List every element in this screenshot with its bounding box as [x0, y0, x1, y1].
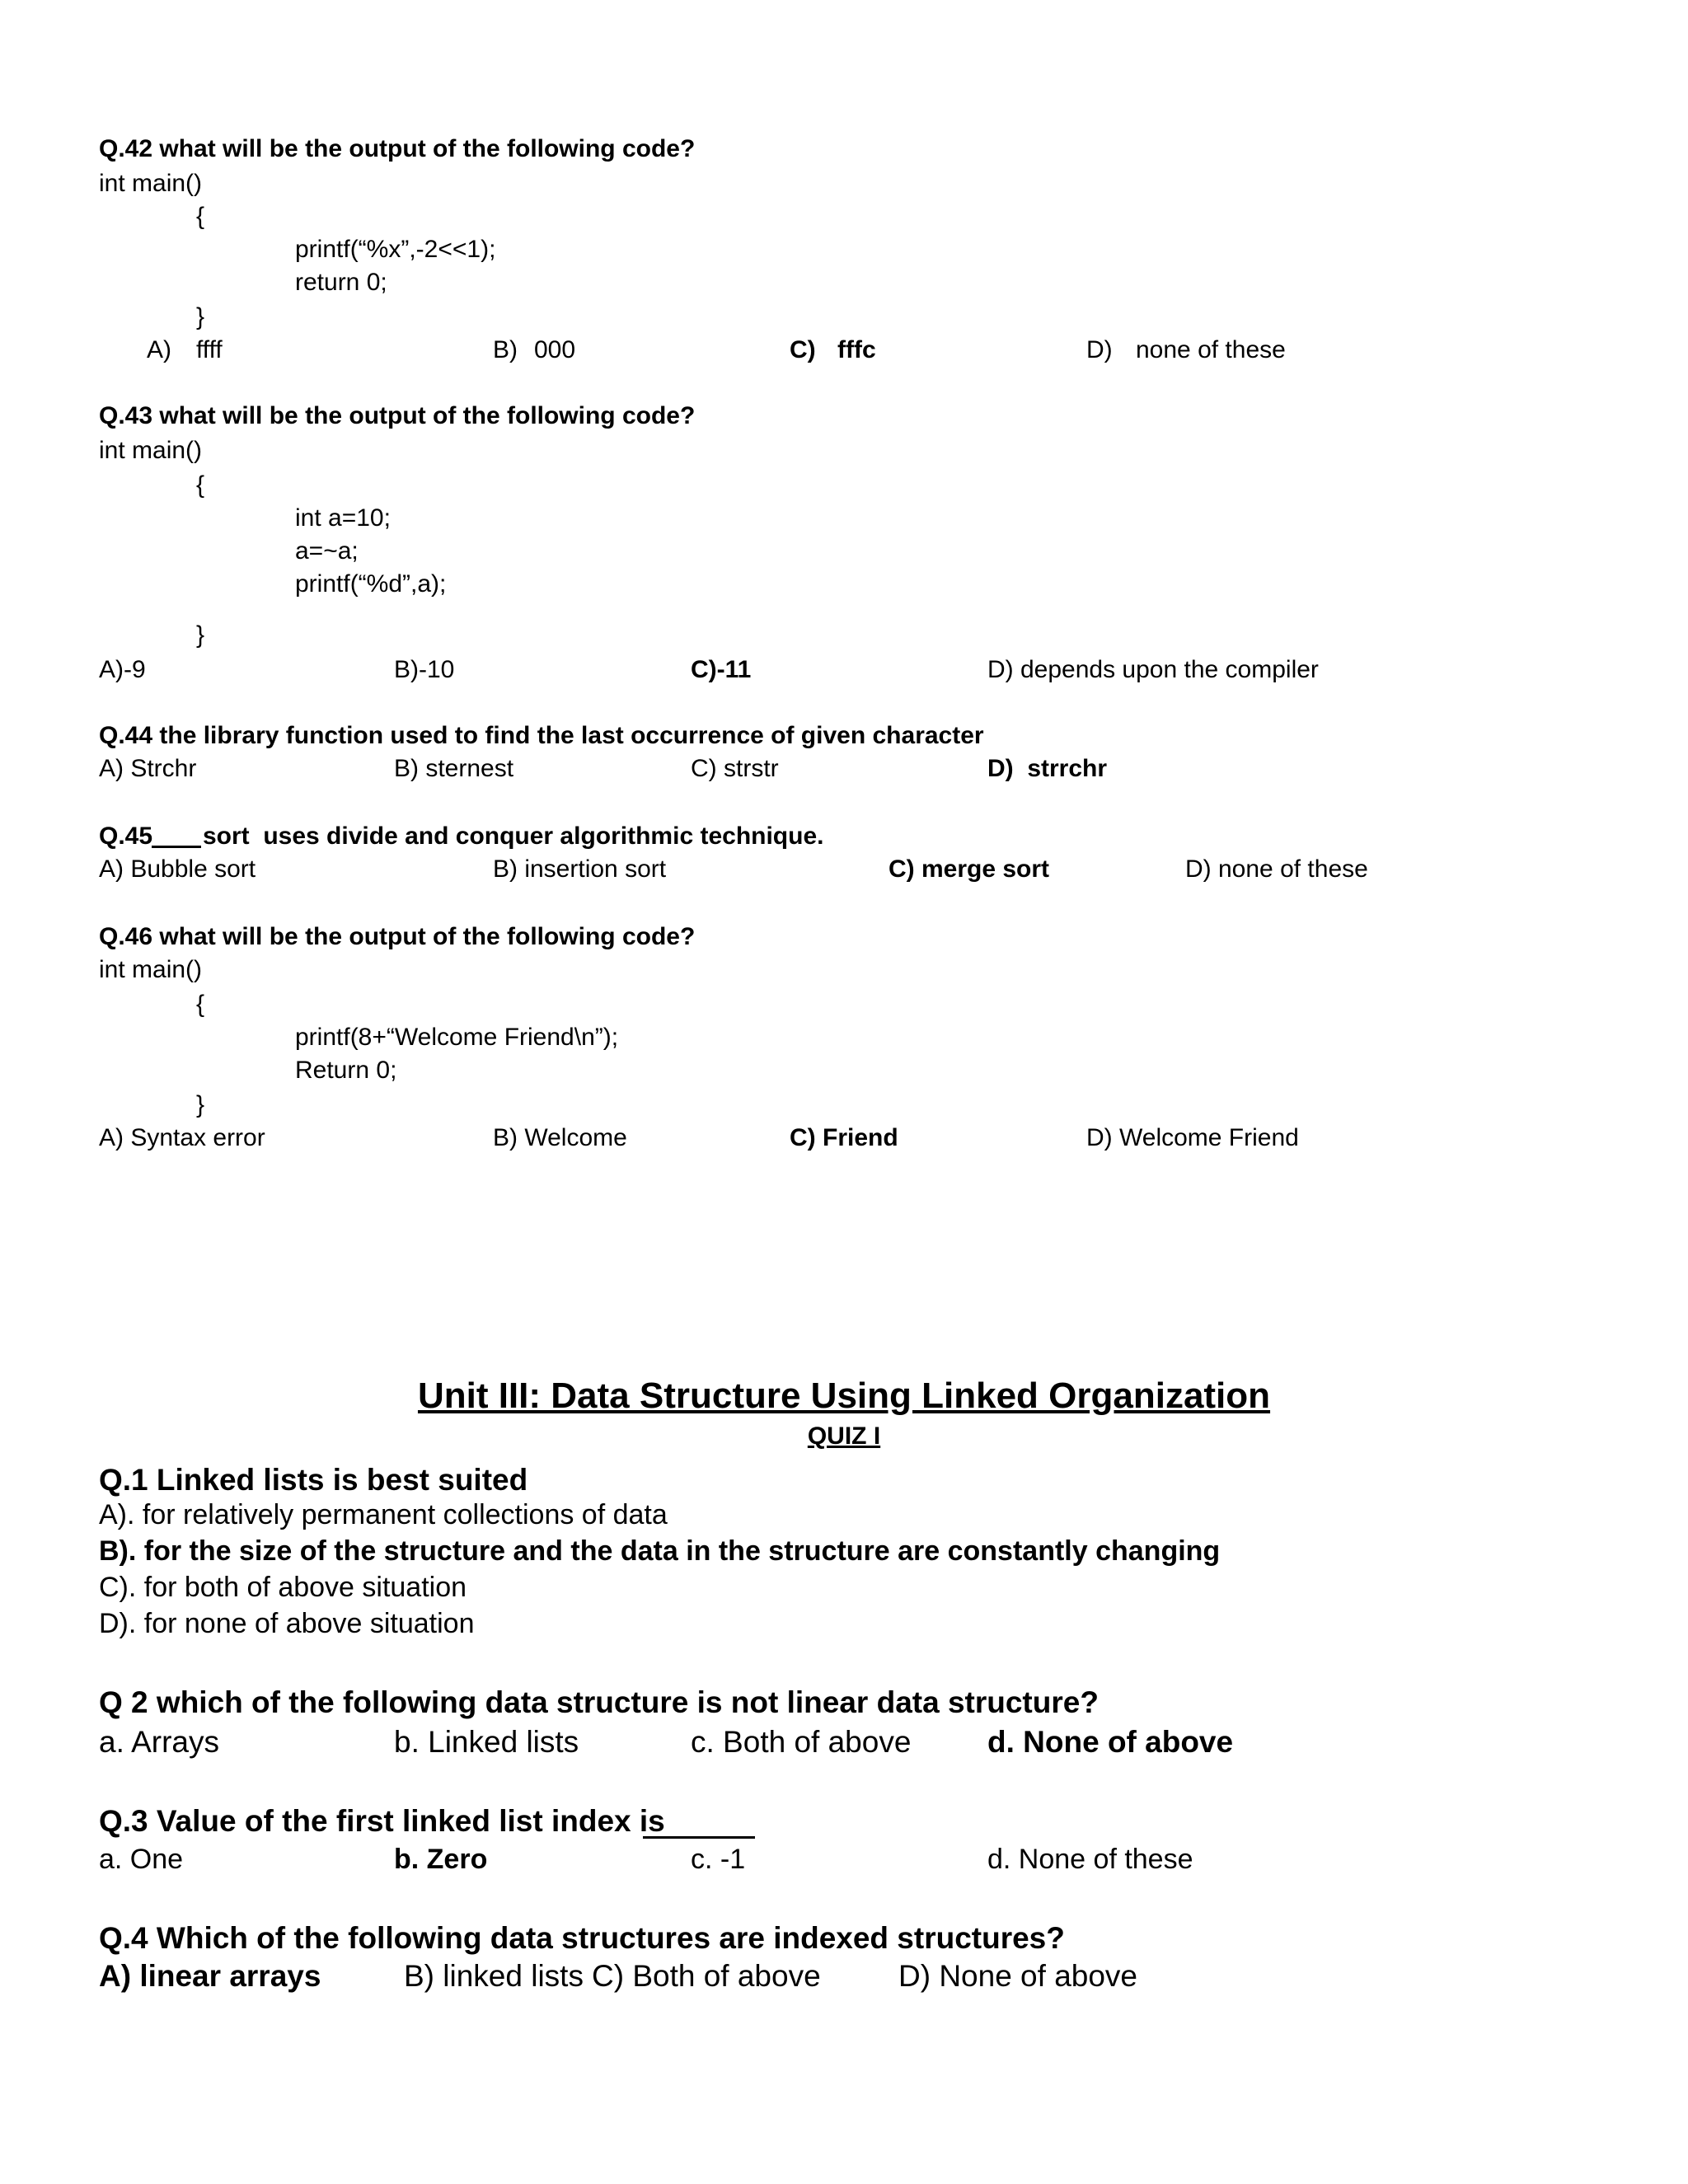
quiz-subtitle: QUIZ I	[807, 1422, 881, 1450]
u2-option-d: d. None of above	[987, 1725, 1234, 1759]
q42-option-d-label: D)	[1086, 336, 1113, 363]
u4-option-b: B) linked lists	[404, 1959, 584, 1993]
q44-question: Q.44 the library function used to find the last occurrence of given character	[99, 722, 984, 749]
q43-option-b: B)-10	[394, 656, 455, 683]
u3-answer-blank	[643, 1836, 755, 1839]
q45-option-c: C) merge sort	[889, 855, 1050, 883]
q46-code-line: {	[196, 991, 205, 1018]
q46-code-line: int main()	[99, 956, 203, 983]
q43-code-line: printf(“%d”,a);	[295, 570, 447, 598]
u4-question: Q.4 Which of the following data structures are indexed structures?	[99, 1921, 1065, 1955]
q42-code-line: int main()	[99, 170, 203, 197]
q43-option-c: C)-11	[691, 656, 752, 683]
u2-option-b: b. Linked lists	[394, 1725, 579, 1759]
u1-question: Q.1 Linked lists is best suited	[99, 1463, 528, 1497]
q42-code-line: return 0;	[295, 269, 387, 296]
u3-option-a: a. One	[99, 1844, 184, 1875]
q42-option-a-label: A)	[147, 336, 171, 363]
u3-option-d: d. None of these	[987, 1844, 1193, 1875]
u1-option-d: D). for none of above situation	[99, 1608, 475, 1639]
q42-option-a-text: ffff	[196, 336, 223, 363]
q43-option-d: D) depends upon the compiler	[987, 656, 1319, 683]
q45-answer-blank	[152, 846, 201, 848]
q42-option-c-label: C)	[790, 336, 816, 363]
q46-code-line: printf(8+“Welcome Friend\n”);	[295, 1024, 619, 1051]
q44-option-a: A) Strchr	[99, 755, 197, 782]
q46-code-line: }	[196, 1091, 205, 1118]
q42-option-b-label: B)	[493, 336, 518, 363]
q44-option-d: D) strrchr	[987, 755, 1108, 782]
q42-option-c-text: fffc	[837, 336, 876, 363]
q46-option-b: B) Welcome	[493, 1124, 627, 1151]
u1-option-b: B). for the size of the structure and the data in the structure are constantly changing	[99, 1535, 1221, 1567]
q46-question: Q.46 what will be the output of the following code?	[99, 923, 696, 950]
u2-option-a: a. Arrays	[99, 1725, 219, 1759]
u4-option-c: C) Both of above	[592, 1959, 821, 1993]
q43-option-a: A)-9	[99, 656, 146, 683]
u4-option-a: A) linear arrays	[99, 1959, 321, 1993]
q42-code-line: printf(“%x”,-2<<1);	[295, 236, 496, 263]
u3-option-b: b. Zero	[394, 1844, 488, 1875]
q43-code-line: int a=10;	[295, 504, 391, 532]
u4-option-d: D) None of above	[898, 1959, 1138, 1993]
q45-option-d: D) none of these	[1185, 855, 1368, 883]
q44-option-b: B) sternest	[394, 755, 514, 782]
q43-question: Q.43 what will be the output of the following code?	[99, 402, 696, 429]
q46-option-c: C) Friend	[790, 1124, 898, 1151]
q43-code-line: a=~a;	[295, 537, 359, 565]
u1-option-a: A). for relatively permanent collections of data	[99, 1499, 668, 1530]
u2-option-c: c. Both of above	[691, 1725, 912, 1759]
q46-option-a: A) Syntax error	[99, 1124, 265, 1151]
q43-code-line: {	[196, 471, 205, 499]
u3-option-c: c. -1	[691, 1844, 746, 1875]
q42-option-d-text: none of these	[1136, 336, 1286, 363]
q45-question: sort uses divide and conquer algorithmic technique.	[203, 823, 824, 850]
q46-code-line: Return 0;	[295, 1057, 397, 1084]
q43-code-line: int main()	[99, 437, 203, 464]
u3-question: Q.3 Value of the first linked list index is	[99, 1804, 665, 1838]
q45-option-b: B) insertion sort	[493, 855, 667, 883]
q42-code-line: {	[196, 203, 205, 230]
q43-code-line: }	[196, 621, 205, 649]
unit-title: Unit III: Data Structure Using Linked Organization	[417, 1376, 1271, 1416]
u1-option-c: C). for both of above situation	[99, 1572, 467, 1603]
u2-question: Q 2 which of the following data structure is not linear data structure?	[99, 1685, 1099, 1719]
q46-option-d: D) Welcome Friend	[1086, 1124, 1299, 1151]
q42-option-b-text: 000	[534, 336, 576, 363]
q45-prefix: Q.45	[99, 823, 153, 850]
q42-question: Q.42 what will be the output of the following code?	[99, 135, 696, 162]
q42-code-line: }	[196, 303, 205, 330]
q45-option-a: A) Bubble sort	[99, 855, 256, 883]
q44-option-c: C) strstr	[691, 755, 779, 782]
